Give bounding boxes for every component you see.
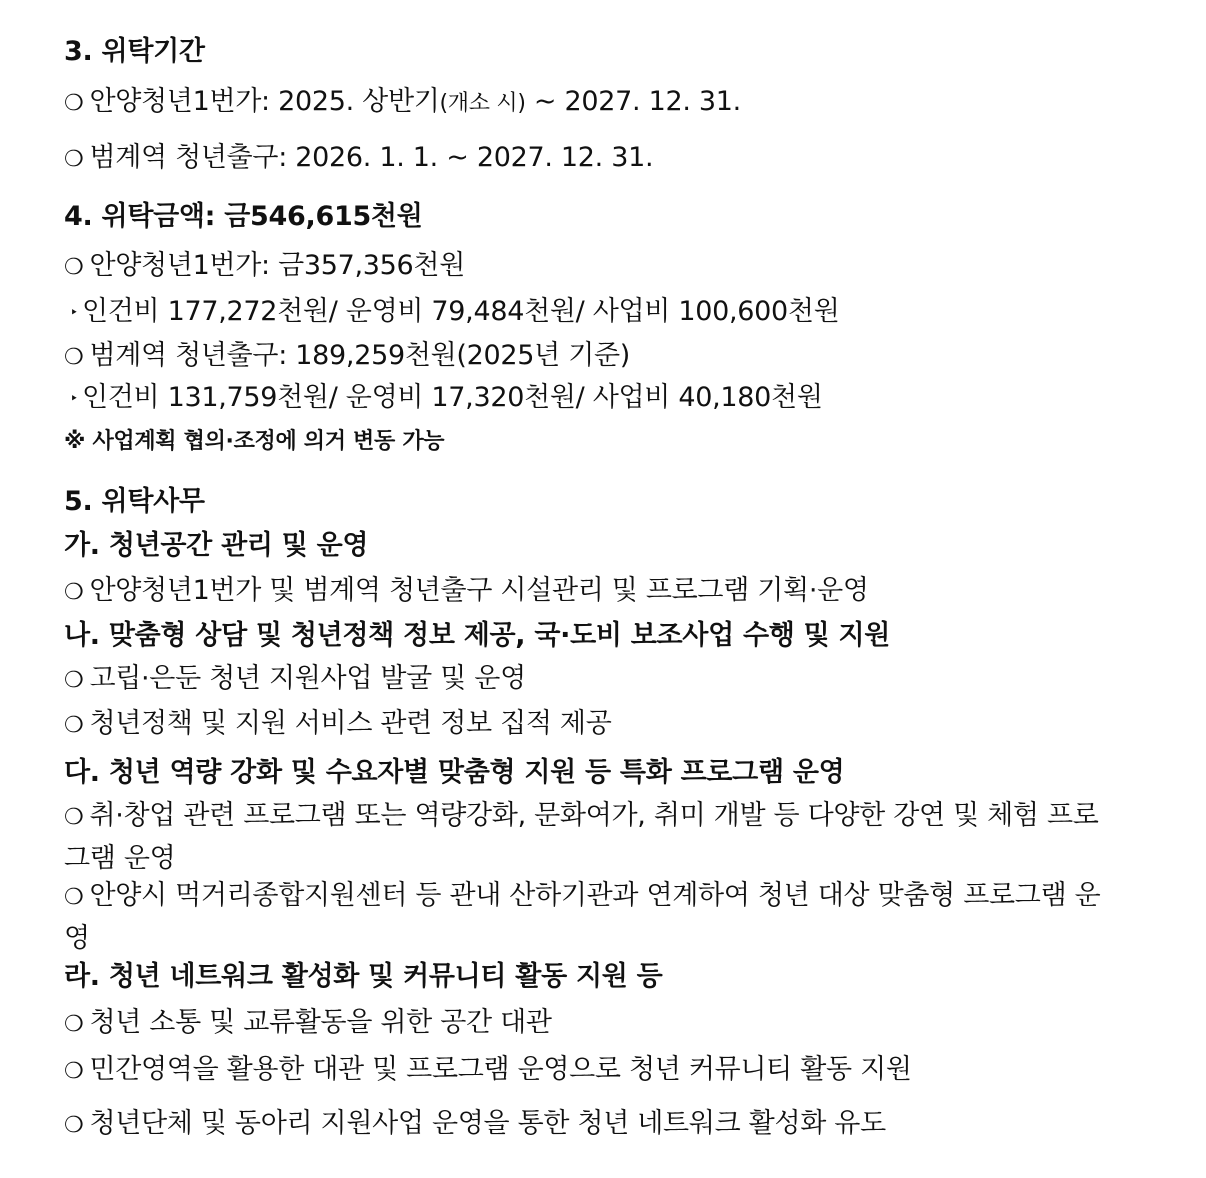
circle-bullet-icon: ❍	[64, 147, 84, 172]
subsection-da-heading: 다. 청년 역량 강화 및 수요자별 맞춤형 지원 등 특화 프로그램 운영	[64, 757, 845, 788]
amount-note: ※ 사업계획 협의·조정에 의거 변동 가능	[64, 429, 445, 454]
amount-anyang-breakdown: ‣ 인건비 177,272천원/ 운영비 79,484천원/ 사업비 100,600천원	[64, 295, 839, 330]
circle-bullet-icon: ❍	[64, 580, 84, 605]
triangle-bullet-icon: ‣	[70, 391, 78, 407]
circle-bullet-icon: ❍	[64, 713, 84, 738]
subsection-na-heading: 나. 맞춤형 상담 및 청년정책 정보 제공, 국·도비 보조사업 수행 및 지원	[64, 620, 891, 651]
task-space-rental: ❍ 청년 소통 및 교류활동을 위한 공간 대관	[64, 1006, 552, 1042]
period-beomgye: ❍ 범계역 청년출구: 2026. 1. 1. ~ 2027. 12. 31.	[64, 141, 653, 177]
task-isolated-youth: ❍ 고립·은둔 청년 지원사업 발굴 및 운영	[64, 662, 526, 698]
section-5-heading: 5. 위탁사무	[64, 486, 205, 517]
subsection-ra-heading: 라. 청년 네트워크 활성화 및 커뮤니티 활동 지원 등	[64, 961, 663, 992]
task-policy-info: ❍ 청년정책 및 지원 서비스 관련 정보 집적 제공	[64, 707, 612, 743]
circle-bullet-icon: ❍	[64, 668, 84, 693]
circle-bullet-icon: ❍	[64, 885, 84, 910]
amount-anyang-youth: ❍ 안양청년1번가: 금357,356천원	[64, 249, 465, 285]
amount-beomgye-breakdown: ‣ 인건비 131,759천원/ 운영비 17,320천원/ 사업비 40,180천원	[64, 381, 823, 416]
circle-bullet-icon: ❍	[64, 255, 84, 280]
task-network-activation: ❍ 청년단체 및 동아리 지원사업 운영을 통한 청년 네트워크 활성화 유도	[64, 1107, 886, 1143]
circle-bullet-icon: ❍	[64, 805, 84, 830]
task-community-support: ❍ 민간영역을 활용한 대관 및 프로그램 운영으로 청년 커뮤니티 활동 지원	[64, 1053, 912, 1089]
task-career-programs: ❍ 취·창업 관련 프로그램 또는 역량강화, 문화여가, 취미 개발 등 다양한 강연 및 체험 프로그램 운영	[64, 795, 1109, 879]
amount-beomgye: ❍ 범계역 청년출구: 189,259천원(2025년 기준)	[64, 339, 630, 375]
period-anyang-youth: ❍ 안양청년1번가: 2025. 상반기(개소 시) ~ 2027. 12. 31.	[64, 85, 741, 121]
circle-bullet-icon: ❍	[64, 1113, 84, 1138]
circle-bullet-icon: ❍	[64, 1059, 84, 1084]
circle-bullet-icon: ❍	[64, 91, 84, 116]
section-4-heading: 4. 위탁금액: 금546,615천원	[64, 201, 423, 232]
task-agency-linkage: ❍ 안양시 먹거리종합지원센터 등 관내 산하기관과 연계하여 청년 대상 맞춤형 프로그램 운영	[64, 875, 1109, 959]
section-3-heading: 3. 위탁기간	[64, 36, 205, 67]
task-facility-management: ❍ 안양청년1번가 및 범계역 청년출구 시설관리 및 프로그램 기획·운영	[64, 574, 869, 610]
circle-bullet-icon: ❍	[64, 345, 84, 370]
circle-bullet-icon: ❍	[64, 1012, 84, 1037]
triangle-bullet-icon: ‣	[70, 305, 78, 321]
subsection-ga-heading: 가. 청년공간 관리 및 운영	[64, 530, 369, 561]
